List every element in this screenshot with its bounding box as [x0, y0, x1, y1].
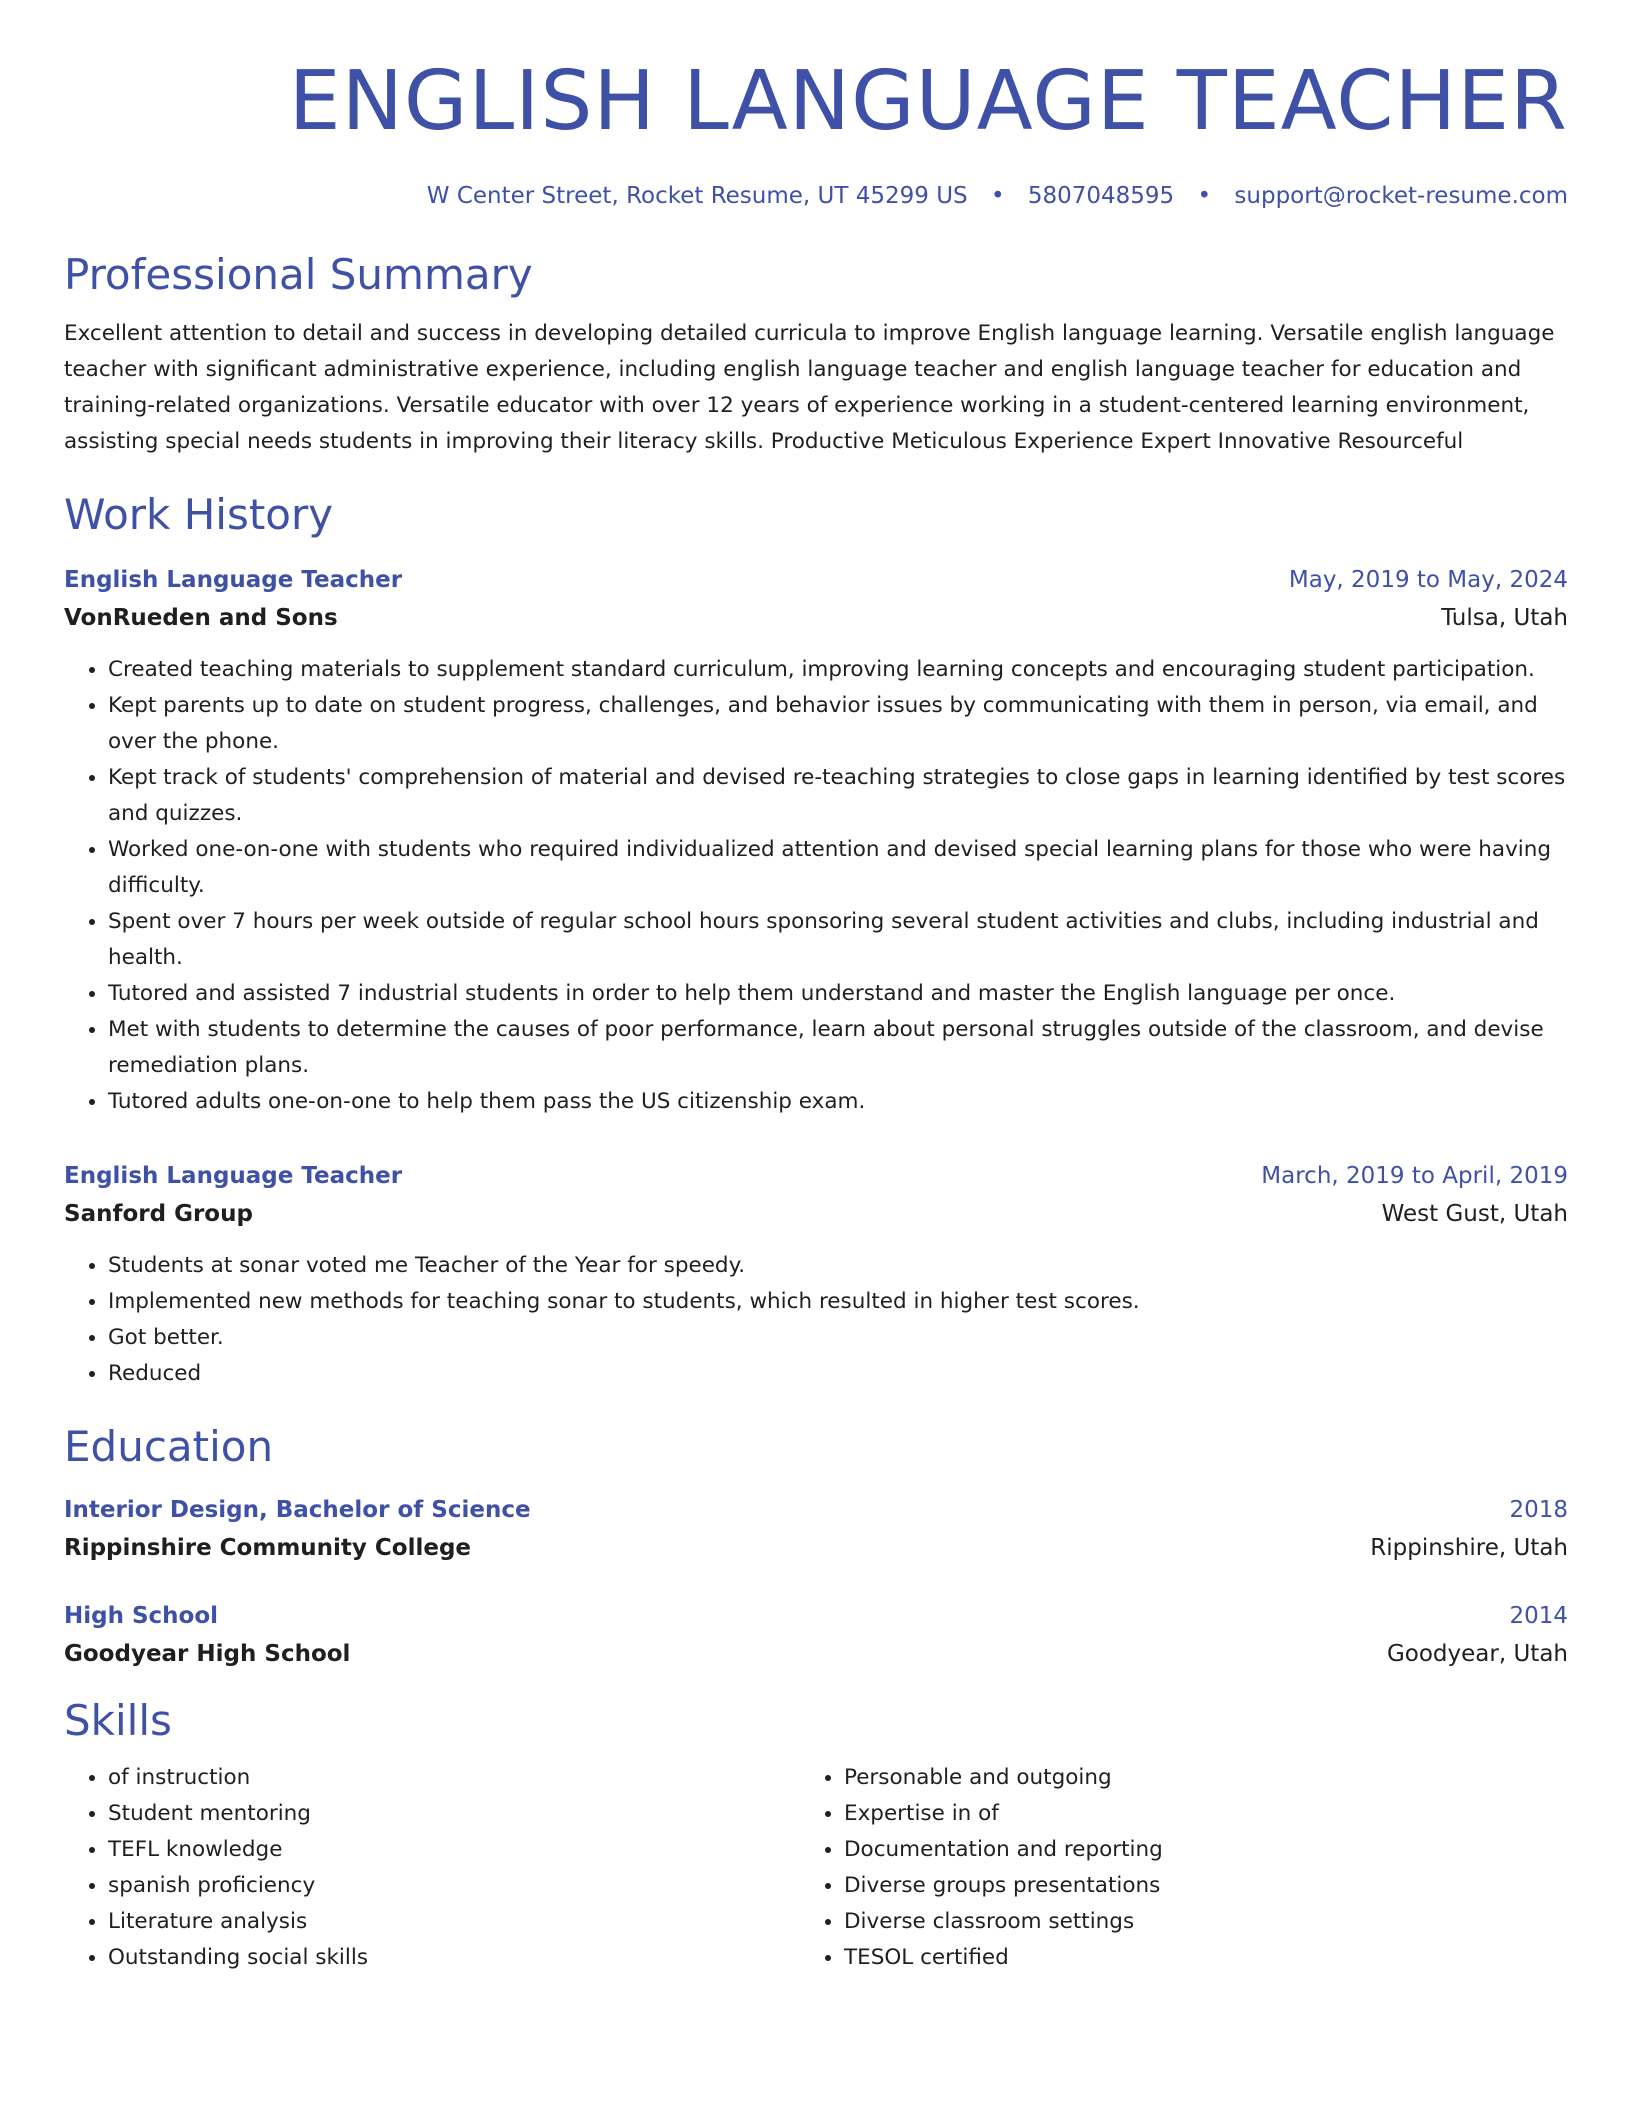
job-bullet: • Worked one-on-one with students who required individualized attention and devised special learning plans for those who were having difficulty. — [108, 832, 1568, 904]
job-bullet: • Students at sonar voted me Teacher of the Year for speedy. — [108, 1248, 1568, 1284]
job-bullet: • Spent over 7 hours per week outside of regular school hours sponsoring several student activities and clubs, including industrial and health. — [108, 904, 1568, 976]
education-location: Rippinshire, Utah — [1370, 1535, 1568, 1561]
education-heading: Education — [64, 1422, 274, 1471]
job-bullets — [64, 1248, 1568, 1392]
job-entry — [64, 1160, 1568, 1392]
education-degree: High School — [64, 1603, 219, 1629]
job-bullet: • Tutored adults one-on-one to help them pass the US citizenship exam. — [108, 1084, 1568, 1120]
skill-item: • spanish proficiency — [108, 1868, 800, 1904]
education-school: Goodyear High School — [64, 1641, 351, 1667]
skill-item: • Personable and outgoing — [844, 1760, 1536, 1796]
contact-phone: 5807048595 — [1027, 183, 1175, 209]
skills-column-right — [800, 1760, 1536, 1976]
skills-heading: Skills — [64, 1696, 172, 1745]
skills-column-left — [64, 1760, 800, 1976]
education-entry — [64, 1600, 1568, 1670]
skill-item: • Literature analysis — [108, 1904, 800, 1940]
skill-item: • Documentation and reporting — [844, 1832, 1536, 1868]
skill-item: • Expertise in of — [844, 1796, 1536, 1832]
job-bullet: • Kept parents up to date on student progress, challenges, and behavior issues by communicating with them in person, via email, and over the phone. — [108, 688, 1568, 760]
education-entry — [64, 1494, 1568, 1564]
contact-separator: • — [990, 183, 1005, 209]
contact-line — [64, 182, 1568, 210]
job-bullet: • Tutored and assisted 7 industrial students in order to help them understand and master the English language per once. — [108, 976, 1568, 1012]
education-degree: Interior Design, Bachelor of Science — [64, 1497, 531, 1523]
work-history-heading: Work History — [64, 490, 334, 539]
contact-separator: • — [1197, 183, 1212, 209]
job-employer: Sanford Group — [64, 1201, 253, 1227]
job-bullet: • Reduced — [108, 1356, 1568, 1392]
skill-item: • TESOL certified — [844, 1940, 1536, 1976]
job-location: West Gust, Utah — [1381, 1201, 1568, 1227]
education-year: 2014 — [1509, 1603, 1568, 1629]
skill-item: • Diverse classroom settings — [844, 1904, 1536, 1940]
contact-email: support@rocket-resume.com — [1234, 183, 1568, 209]
job-header-row — [64, 1160, 1568, 1192]
job-bullets — [64, 652, 1568, 1120]
job-entry — [64, 564, 1568, 1120]
education-school-row — [64, 1632, 1568, 1670]
skill-item: • TEFL knowledge — [108, 1832, 800, 1868]
job-title: English Language Teacher — [64, 1163, 403, 1189]
job-header-row — [64, 564, 1568, 596]
candidate-title: ENGLISH LANGUAGE TEACHER — [288, 54, 1568, 149]
job-bullet: • Met with students to determine the causes of poor performance, learn about personal struggles outside of the classroom, and devise remediation plans. — [108, 1012, 1568, 1084]
job-dates: May, 2019 to May, 2024 — [1288, 567, 1568, 593]
education-location: Goodyear, Utah — [1386, 1641, 1568, 1667]
resume-header — [64, 56, 1568, 210]
education-school: Rippinshire Community College — [64, 1535, 472, 1561]
job-location: Tulsa, Utah — [1441, 605, 1568, 631]
job-bullet: • Got better. — [108, 1320, 1568, 1356]
summary-heading: Professional Summary — [64, 250, 533, 299]
summary-text: Excellent attention to detail and success in developing detailed curricula to improve English language learning. Versatile english language teacher with significant administrative experience, including english language teacher and english language teacher for education and training-related organizations. Versatile educator with over 12 years of experience working in a student-centered learning environment, assisting special needs students in improving their literacy skills. Productive Meticulous Experience Expert Innovative Resourceful — [64, 321, 1555, 454]
job-bullet: • Created teaching materials to supplement standard curriculum, improving learning concepts and encouraging student participation. — [108, 652, 1568, 688]
skill-item: • Diverse groups presentations — [844, 1868, 1536, 1904]
job-bullet: • Kept track of students' comprehension of material and devised re-teaching strategies to close gaps in learning identified by test scores and quizzes. — [108, 760, 1568, 832]
job-title: English Language Teacher — [64, 567, 403, 593]
education-school-row — [64, 1526, 1568, 1564]
job-employer-row — [64, 1192, 1568, 1230]
skills-list — [64, 1760, 1568, 1976]
job-employer: VonRueden and Sons — [64, 605, 338, 631]
job-dates: March, 2019 to April, 2019 — [1261, 1163, 1568, 1189]
education-header-row — [64, 1494, 1568, 1526]
skill-item: • Outstanding social skills — [108, 1940, 800, 1976]
contact-address: W Center Street, Rocket Resume, UT 45299 US — [426, 183, 968, 209]
job-bullet: • Implemented new methods for teaching sonar to students, which resulted in higher test scores. — [108, 1284, 1568, 1320]
job-employer-row — [64, 596, 1568, 634]
skill-item: • of instruction — [108, 1760, 800, 1796]
education-header-row — [64, 1600, 1568, 1632]
education-year: 2018 — [1509, 1497, 1568, 1523]
skill-item: • Student mentoring — [108, 1796, 800, 1832]
